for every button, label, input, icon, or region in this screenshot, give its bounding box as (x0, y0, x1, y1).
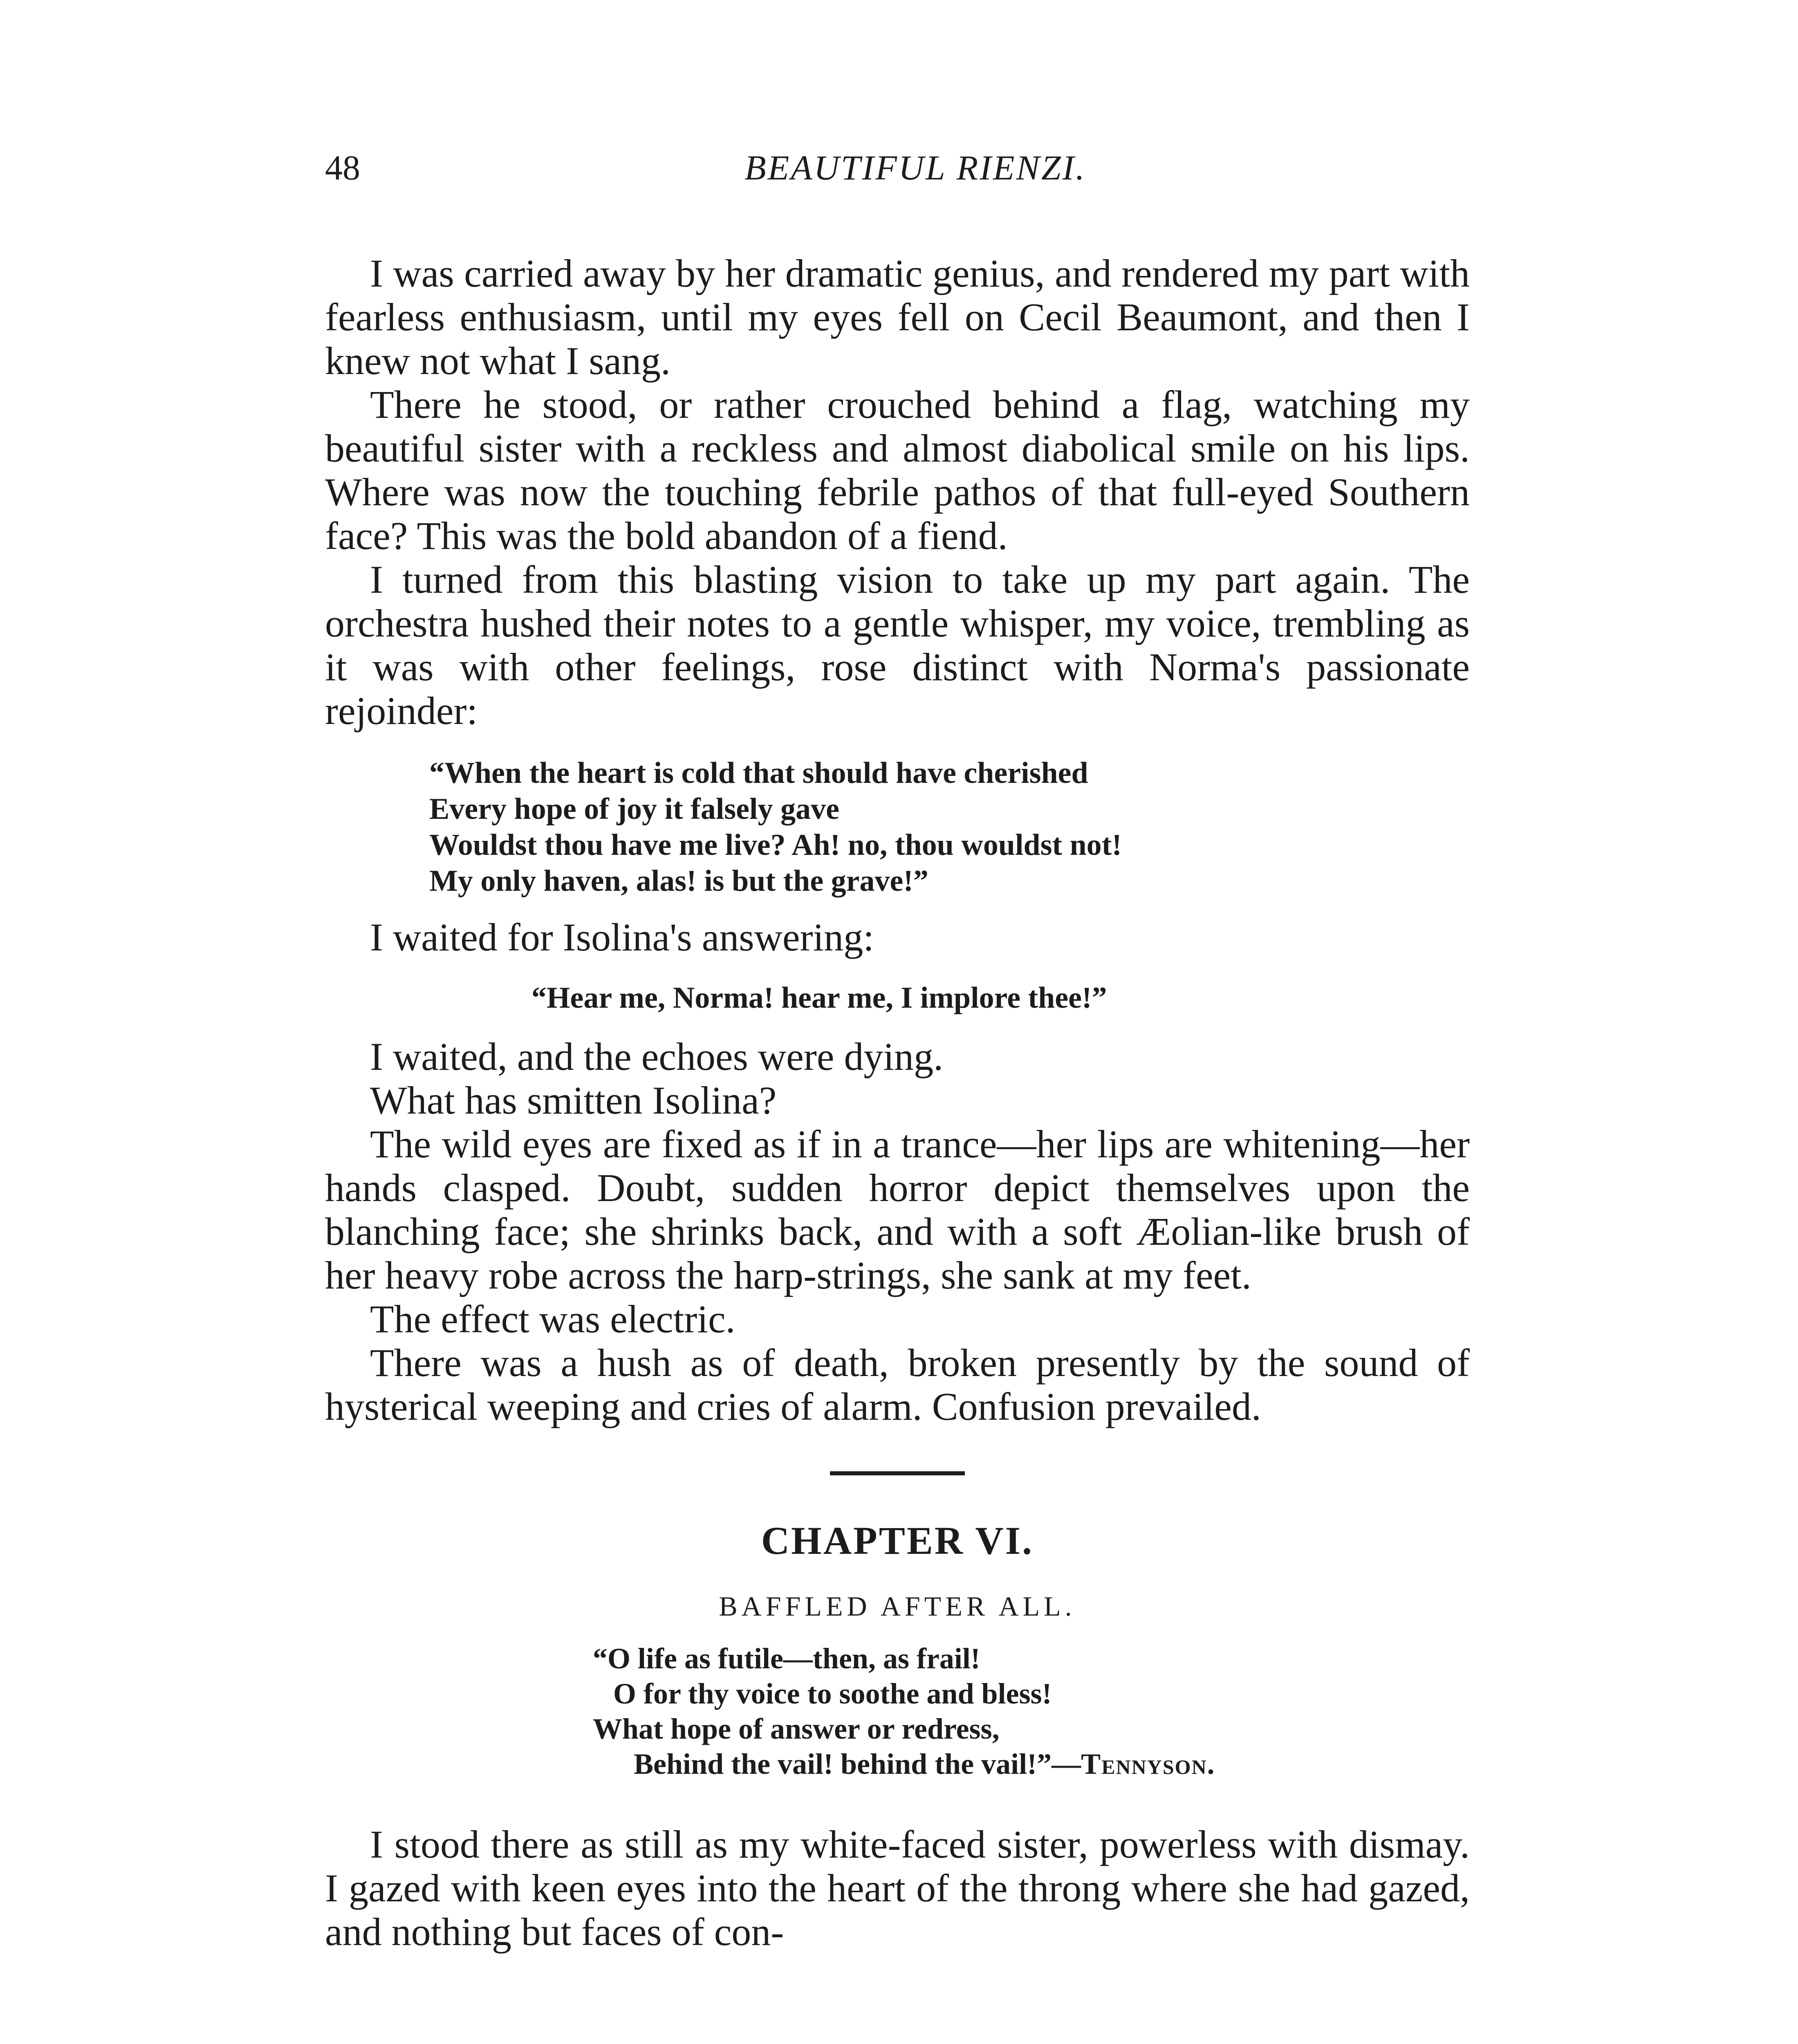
paragraph-carried-away: I was carried away by her dramatic genius, and rendered my part with fearless enthusiasm, until my eyes fell on Cecil Beaumont, and then I knew not what I sang. (325, 251, 1470, 383)
epigraph-line-text: Behind the vail! behind the vail!”— (634, 1748, 1081, 1780)
paragraph-there-he-stood: There he stood, or rather crouched behind a flag, watching my beautiful sister with a reckless and almost diabolical smile on his lips. Where was now the touching febrile pathos of that full-eyed Southern face? This was the bold abandon of a fiend. (325, 383, 1470, 558)
page-number: 48 (325, 148, 360, 187)
epigraph-line: What hope of answer or redress, (593, 1712, 1000, 1745)
verse-line: My only haven, alas! is but the grave!” (429, 864, 928, 898)
epigraph-line: O for thy voice to soothe and bless! (613, 1677, 1052, 1710)
epigraph-line (593, 1746, 1470, 1782)
page-body (325, 251, 1470, 1954)
verse-line: “When the heart is cold that should have cherished (429, 756, 1088, 790)
isolina-verse: “Hear me, Norma! hear me, I implore thee!” (531, 981, 1107, 1015)
verse-line: Every hope of joy it falsely gave (429, 792, 839, 826)
paragraph-wild-eyes: The wild eyes are fixed as if in a trance—her lips are whitening—her hands clasped. Doubt, sudden horror depict themselves upon the blanching face; she shrinks back, and with a soft Æolian-like brush of her heavy robe across the harp-strings, she sank at my feet. (325, 1122, 1470, 1297)
page-header (325, 145, 1473, 198)
epigraph-line: “O life as futile—then, as frail! (593, 1642, 980, 1675)
paragraph-stood-there: I stood there as still as my white-faced sister, powerless with dismay. I gazed with keen eyes into the heart of the throng where she had gazed, and nothing but faces of con- (325, 1822, 1470, 1954)
paragraph-effect-electric: The effect was electric. (370, 1297, 735, 1341)
verse-line: Wouldst thou have me live? Ah! no, thou wouldst not! (429, 828, 1122, 862)
paragraph-smitten: What has smitten Isolina? (370, 1078, 777, 1122)
section-divider (830, 1471, 965, 1475)
running-title: BEAUTIFUL RIENZI. (744, 148, 1086, 187)
paragraph-hush-of-death: There was a hush as of death, broken presently by the sound of hysterical weeping and cries of alarm. Confusion prevailed. (325, 1341, 1470, 1428)
chapter-title: CHAPTER VI. (761, 1519, 1034, 1562)
chapter-epigraph (593, 1641, 1470, 1782)
epigraph-author: Tennyson. (1081, 1748, 1215, 1780)
norma-verse (429, 755, 1470, 899)
paragraph-waited-answering: I waited for Isolina's answering: (370, 915, 874, 959)
chapter-subtitle: BAFFLED AFTER ALL. (719, 1591, 1076, 1622)
paragraph-turned-from-vision: I turned from this blasting vision to take up my part again. The orchestra hushed their notes to a gentle whisper, my voice, trembling as it was with other feelings, rose distinct with Norma's passionate rejoinder: (325, 558, 1470, 733)
paragraph-echoes-dying: I waited, and the echoes were dying. (370, 1035, 944, 1078)
